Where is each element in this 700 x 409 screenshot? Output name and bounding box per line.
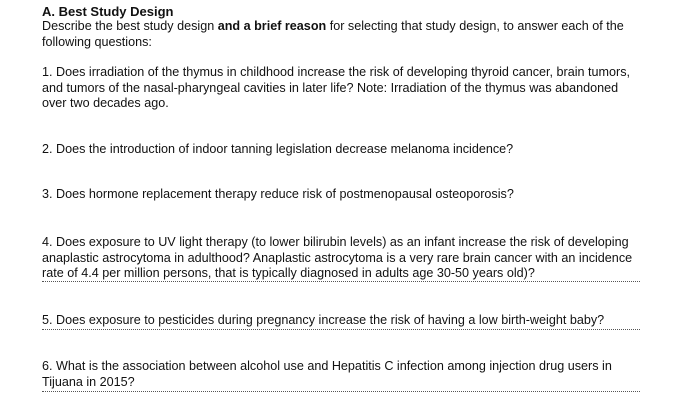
question-6: 6. What is the association between alcohol use and Hepatitis C infection among injection drug users in Tijuana in 2015? bbox=[42, 359, 612, 389]
question-2: 2. Does the introduction of indoor tanning legislation decrease melanoma incidence? bbox=[42, 142, 514, 156]
instructions-text-end: for selecting that study design, to answer each of the following questions: bbox=[42, 19, 624, 49]
dotted-separator bbox=[42, 281, 640, 282]
question-5: 5. Does exposure to pesticides during pregnancy increase the risk of having a low birth-weight baby? bbox=[42, 313, 605, 327]
dotted-separator bbox=[42, 329, 640, 330]
instructions bbox=[42, 19, 642, 50]
question-4: 4. Does exposure to UV light therapy (to lower bilirubin levels) as an infant increase the risk of developing anaplastic astrocytoma in adulthood? Anaplastic astrocytoma is a very rare brain cancer with an incidence rate of 4.4 per million persons, that is typically diagnosed in adults age 30-50 years old)? bbox=[42, 235, 633, 281]
question-3: 3. Does hormone replacement therapy reduce risk of postmenopausal osteoporosis? bbox=[42, 187, 514, 201]
dotted-separator bbox=[42, 391, 640, 392]
question-1: 1. Does irradiation of the thymus in childhood increase the risk of developing thyroid cancer, brain tumors, and tumors of the nasal-pharyngeal cavities in later life? Note: Irradiation of the thymus was abandoned over two decades ago. bbox=[42, 65, 631, 111]
section-title: A. Best Study Design bbox=[42, 4, 174, 19]
instructions-emphasis: and a brief reason bbox=[217, 19, 327, 33]
instructions-text-start: Describe the best study design bbox=[42, 19, 218, 33]
